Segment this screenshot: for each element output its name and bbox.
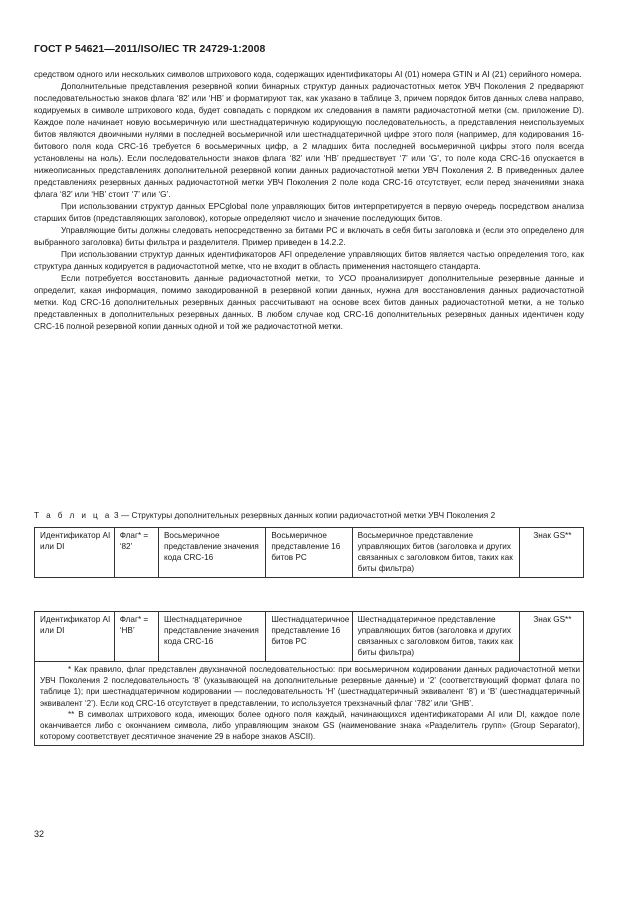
table-note: ** В символах штрихового кода, имеющих более одного поля каждый, начинающихся идентификаторами AI или DI, каждое поле оканчивается либо с окончанием символа, либо управляющим знаком GS (наименование знака «Разделитель групп» (Group Separator), которому соответствует десятичное значение 29 в наборе знаков ASCII). [40,709,580,742]
table-note: * Как правило, флаг представлен двухзначной последовательностью: при восьмеричном кодировании данных радиочастотной метки УВЧ Поколения 2 последовательность ‘8’ (указывающей на дополнительные резервные данные) и ‘2’ (соответствующий формат флага по таблице 1); при шестнадцатеричном кодировании — последовательность ‘H’ (шестнадцатеричный эквивалент ‘8’) и ‘B’ (шестнадцатеричный эквивалент ‘2’). Если код CRC-16 отсутствует в представлении, то используется трехзначный флаг ‘782’ или ‘GHB’. [40,665,580,708]
paragraph: При использовании структур данных EPCglobal поле управляющих битов интерпретируется в первую очередь посредством анализа старших битов (представляющих заголовок), которые определяют число и значение последующих битов. [34,201,584,223]
paragraph: средством одного или нескольких символов штрихового кода, содержащих идентификаторы AI (01) номера GTIN и AI (21) серийного номера. [34,69,582,79]
table-caption-prefix: Т а б л и ц а [34,511,112,520]
table-cell: Шестнадцатеричное представление значения кода CRC-16 [158,612,265,662]
table-cell: Восьмеричное представление значения кода CRC-16 [158,528,265,578]
table-cell: Флаг* = ‘82’ [114,528,158,578]
paragraph: Дополнительные представления резервной копии бинарных структур данных радиочастотных меток УВЧ Поколения 2 предваряют последовательностью знаков флага ‘82’ или ‘HB’ и форматируют так, как указано в таблице 3, причем порядок битов данных слева направо, кодируемых в символе штрихового кода, будет совпадать с порядком их следования в памяти радиочастотной метки (см. приложение D). Каждое поле начинает новую восьмеричную или шестнадцатеричную кодирующую последовательность, а представления неиспользуемых битов являются двоичными нулями в последней восьмеричной или шестнадцатеричной цифре этого поля (например, для кодирования 16-битового поля кода CRC-16 требуется 6 восьмеричных цифр, а 2 младших бита последней восьмеричной цифры этого поля всегда установлены на ноль). Если последовательности знаков флага ‘82’ или ‘HB’ предшествует ‘7’ или ‘G’, то поле кода CRC-16 опускается в нижеописанных представлениях дополнительной резервной копии данных радиочастотной метки УВЧ Поколения 2. В приведенных далее представлениях резервных данных радиочастотной метки УВЧ Поколения 2 поле кода CRC-16 отсутствует, если перед значениями знака флага ‘82’ или ‘HB’ стоит ‘7’ или ‘G’. [34,81,584,199]
table-cell: Шестнадцатеричное представление 16 битов PC [266,612,352,662]
table-caption-text: 3 — Структуры дополнительных резервных данных копии радиочастотной метки УВЧ Поколения 2 [111,511,496,520]
page-number: 32 [34,829,45,839]
table-octal [34,527,584,578]
table-cell: Идентификатор AI или DI [35,528,115,578]
table-cell: Знак GS** [519,612,583,662]
table-cell: Знак GS** [519,528,583,578]
paragraph: Если потребуется восстановить данные радиочастотной метки, то УСО проанализирует дополнительные резервные данные и определит, какая информация, помимо закодированной в резервной копии данных, нужна для восстановления данных радиочастотной метки. Код CRC-16 дополнительных резервных данных рассчитывают на основе всех битов данных радиочастотной метки, а не только представленных в дополнительных резервных данных. В любом случае код CRC-16 дополнительных резервных данных идентичен коду CRC-16 полной резервной копии данных одной и той же радиочастотной метки. [34,273,584,331]
table-cell: Шестнадцатеричное представление управляющих битов (заголовка и других связанных с заголовком битов, таких как биты фильтра) [352,612,519,662]
table-hex [34,611,584,746]
paragraph: Управляющие биты должны следовать непосредственно за битами PC и включать в себя биты заголовка и (если это определено для выбранного заголовка) биты фильтра и разделителя. Пример приведен в 14.2.2. [34,225,584,247]
table-notes-row [35,662,584,746]
table-cell: Восьмеричное представление 16 битов PC [266,528,352,578]
page-header: ГОСТ Р 54621—2011/ISO/IEC TR 24729-1:2008 [34,44,266,55]
table-cell: Флаг* = ‘HB’ [114,612,158,662]
table-row [35,528,584,578]
paragraph: При использовании структур данных идентификаторов AFI определение управляющих битов является частью определения того, как структура данных кодируется в радиочастотной метке, что не входит в область применения настоящего стандарта. [34,249,584,271]
table-notes [35,662,584,746]
table-cell: Восьмеричное представление управляющих битов (заголовка и других связанных с заголовком битов, таких как биты фильтра) [352,528,519,578]
table-cell: Идентификатор AI или DI [35,612,115,662]
body-text [34,68,584,332]
table-caption [34,511,594,520]
table-row [35,612,584,662]
